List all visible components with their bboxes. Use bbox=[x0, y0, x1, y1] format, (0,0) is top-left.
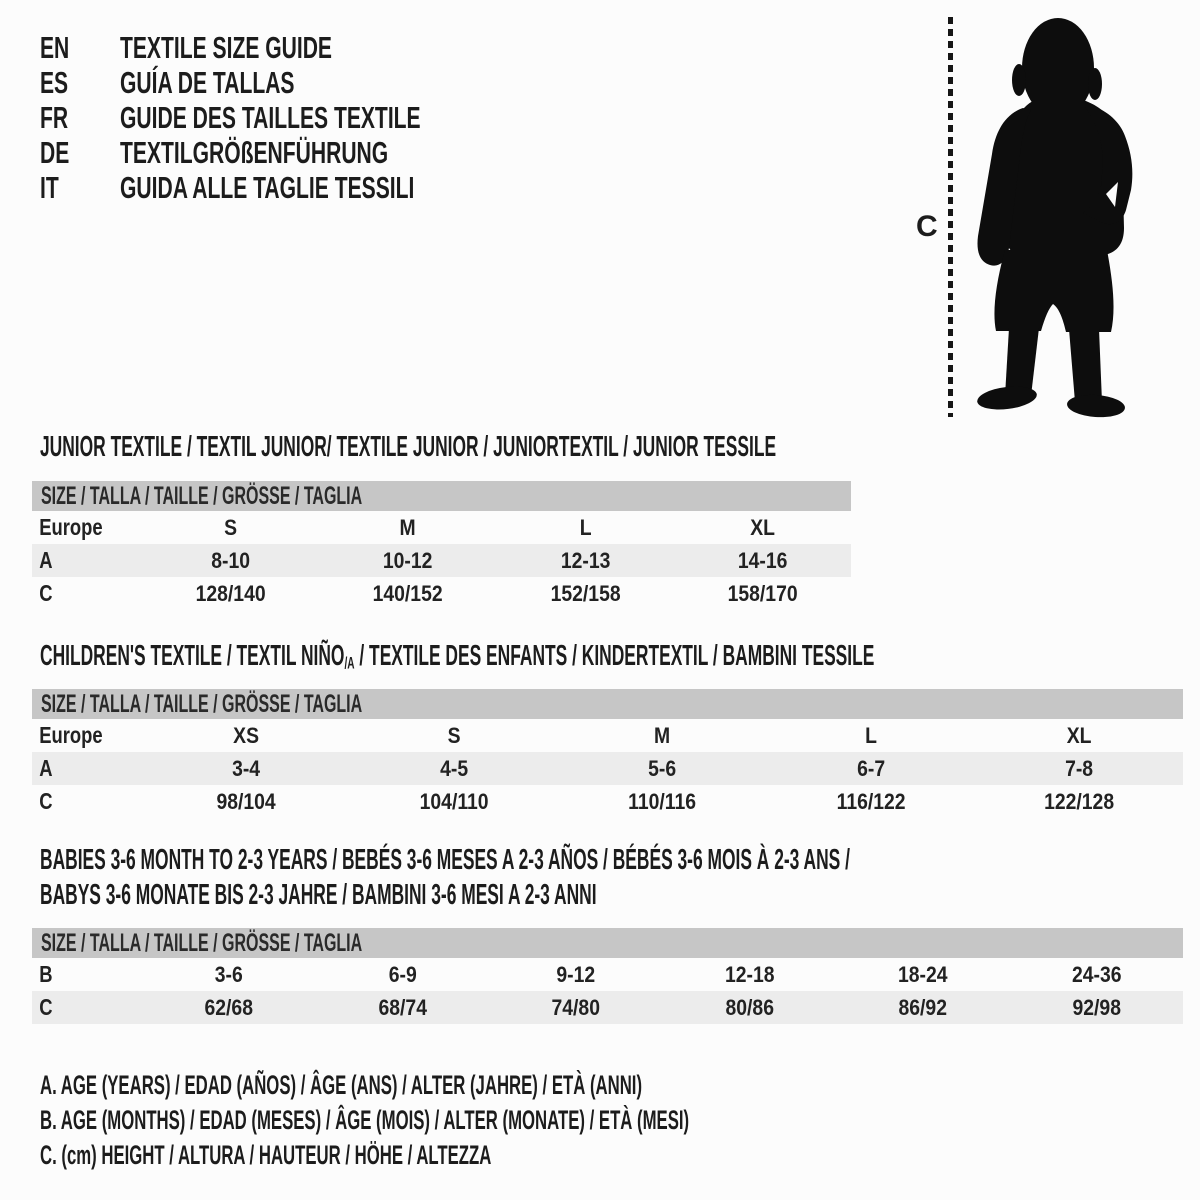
row-label: C bbox=[39, 580, 53, 606]
table-row bbox=[32, 991, 1183, 1024]
size-cell: 74/80 bbox=[551, 994, 600, 1020]
size-cell: XL bbox=[1066, 722, 1092, 748]
size-cell: L bbox=[864, 722, 877, 748]
language-code: IT bbox=[40, 170, 59, 205]
size-cell: M bbox=[654, 722, 671, 748]
row-label: C bbox=[39, 788, 53, 814]
size-cell: 80/86 bbox=[725, 994, 774, 1020]
language-row bbox=[40, 65, 562, 100]
size-cell: XS bbox=[233, 722, 260, 748]
measurement-legend bbox=[40, 1068, 1087, 1173]
size-cell: 7-8 bbox=[1064, 755, 1093, 781]
language-code: FR bbox=[40, 100, 69, 135]
size-cell: 3-6 bbox=[214, 961, 243, 987]
size-cell: 152/158 bbox=[550, 580, 621, 606]
size-cell: 62/68 bbox=[204, 994, 253, 1020]
size-table-header bbox=[32, 689, 1183, 719]
size-cell: 68/74 bbox=[378, 994, 427, 1020]
size-cell: 4-5 bbox=[440, 755, 469, 781]
size-cell: 9-12 bbox=[556, 961, 596, 987]
height-measure-line bbox=[948, 17, 953, 417]
size-cell: 6-9 bbox=[388, 961, 417, 987]
row-label: A bbox=[39, 547, 53, 573]
babies-section-title-line2: BABYS 3-6 MONATE BIS 2-3 JAHRE / BAMBINI 3-6 MESI A 2-3 ANNI bbox=[40, 879, 597, 911]
table-row bbox=[32, 958, 1183, 991]
size-table-header bbox=[32, 928, 1183, 958]
row-label: Europe bbox=[39, 514, 103, 540]
language-row bbox=[40, 30, 562, 65]
language-row bbox=[40, 170, 562, 205]
table-row bbox=[32, 577, 851, 610]
language-title: TEXTILGRÖßENFÜHRUNG bbox=[120, 135, 389, 170]
children-title-part1: CHILDREN'S TEXTILE / TEXTIL NIÑO bbox=[40, 640, 345, 672]
size-cell: S bbox=[447, 722, 461, 748]
language-title: TEXTILE SIZE GUIDE bbox=[120, 30, 333, 65]
size-cell: 3-4 bbox=[232, 755, 261, 781]
size-cell: 24-36 bbox=[1071, 961, 1122, 987]
legend-line-a bbox=[40, 1068, 1087, 1103]
size-cell: M bbox=[399, 514, 416, 540]
table-row bbox=[32, 544, 851, 577]
size-cell: 122/128 bbox=[1043, 788, 1114, 814]
baby-silhouette bbox=[965, 14, 1135, 419]
legend-line-a-text: A. AGE (YEARS) / EDAD (AÑOS) / ÂGE (ANS) / ALTER (JAHRE) / ETÀ (ANNI) bbox=[40, 1070, 643, 1100]
row-label: Europe bbox=[39, 722, 103, 748]
table-row bbox=[32, 511, 851, 544]
legend-line-b-text: B. AGE (MONTHS) / EDAD (MESES) / ÂGE (MOIS) / ALTER (MONATE) / ETÀ (MESI) bbox=[40, 1105, 690, 1135]
table-row bbox=[32, 719, 1183, 752]
legend-line-c bbox=[40, 1138, 1087, 1173]
legend-line-c-text: C. (cm) HEIGHT / ALTURA / HAUTEUR / HÖHE / ALTEZZA bbox=[40, 1140, 492, 1170]
language-row bbox=[40, 100, 562, 135]
size-cell: 5-6 bbox=[648, 755, 677, 781]
babies-size-table bbox=[32, 928, 1183, 1024]
size-cell: 12-18 bbox=[724, 961, 775, 987]
size-header-label: SIZE / TALLA / TAILLE / GRÖSSE / TAGLIA bbox=[41, 689, 363, 718]
height-measure-label: C bbox=[916, 210, 938, 243]
language-row bbox=[40, 135, 562, 170]
language-code: DE bbox=[40, 135, 70, 170]
size-cell: 104/110 bbox=[419, 788, 489, 814]
size-cell: 92/98 bbox=[1072, 994, 1121, 1020]
row-label: C bbox=[39, 994, 53, 1020]
size-cell: 116/122 bbox=[836, 788, 906, 814]
size-cell: 14-16 bbox=[737, 547, 788, 573]
table-row bbox=[32, 785, 1183, 818]
size-cell: 128/140 bbox=[195, 580, 266, 606]
size-cell: 158/170 bbox=[727, 580, 798, 606]
children-size-table bbox=[32, 689, 1183, 818]
legend-line-b bbox=[40, 1103, 1087, 1138]
table-row bbox=[32, 752, 1183, 785]
size-header-label: SIZE / TALLA / TAILLE / GRÖSSE / TAGLIA bbox=[41, 928, 363, 957]
language-title-block bbox=[40, 30, 562, 205]
language-code: EN bbox=[40, 30, 70, 65]
row-label: A bbox=[39, 755, 53, 781]
row-label: B bbox=[39, 961, 53, 987]
babies-section-title-line1: BABIES 3-6 MONTH TO 2-3 YEARS / BEBÉS 3-6 MESES A 2-3 AÑOS / BÉBÉS 3-6 MOIS À 2-3 ANS / bbox=[40, 844, 850, 876]
size-cell: 10-12 bbox=[383, 547, 433, 573]
children-title-part2: / TEXTILE DES ENFANTS / KINDERTEXTIL / BAMBINI TESSILE bbox=[354, 640, 875, 672]
junior-section-title: JUNIOR TEXTILE / TEXTIL JUNIOR/ TEXTILE JUNIOR / JUNIORTEXTIL / JUNIOR TESSILE bbox=[40, 431, 777, 463]
language-title: GUÍA DE TALLAS bbox=[120, 65, 295, 100]
children-title-sub: /A bbox=[344, 653, 355, 673]
size-cell: L bbox=[579, 514, 592, 540]
size-cell: 140/152 bbox=[372, 580, 443, 606]
size-cell: S bbox=[224, 514, 238, 540]
size-cell: XL bbox=[750, 514, 775, 540]
language-title: GUIDE DES TAILLES TEXTILE bbox=[120, 100, 421, 135]
children-section-title bbox=[40, 641, 874, 679]
language-title: GUIDA ALLE TAGLIE TESSILI bbox=[120, 170, 415, 205]
size-cell: 8-10 bbox=[211, 547, 250, 573]
size-cell: 6-7 bbox=[856, 755, 885, 781]
size-cell: 12-13 bbox=[560, 547, 610, 573]
junior-size-table bbox=[32, 481, 851, 610]
size-table-header bbox=[32, 481, 851, 511]
size-cell: 110/116 bbox=[628, 788, 697, 814]
size-cell: 18-24 bbox=[897, 961, 948, 987]
language-code: ES bbox=[40, 65, 69, 100]
size-header-label: SIZE / TALLA / TAILLE / GRÖSSE / TAGLIA bbox=[41, 481, 363, 510]
size-cell: 86/92 bbox=[898, 994, 947, 1020]
size-cell: 98/104 bbox=[216, 788, 276, 814]
